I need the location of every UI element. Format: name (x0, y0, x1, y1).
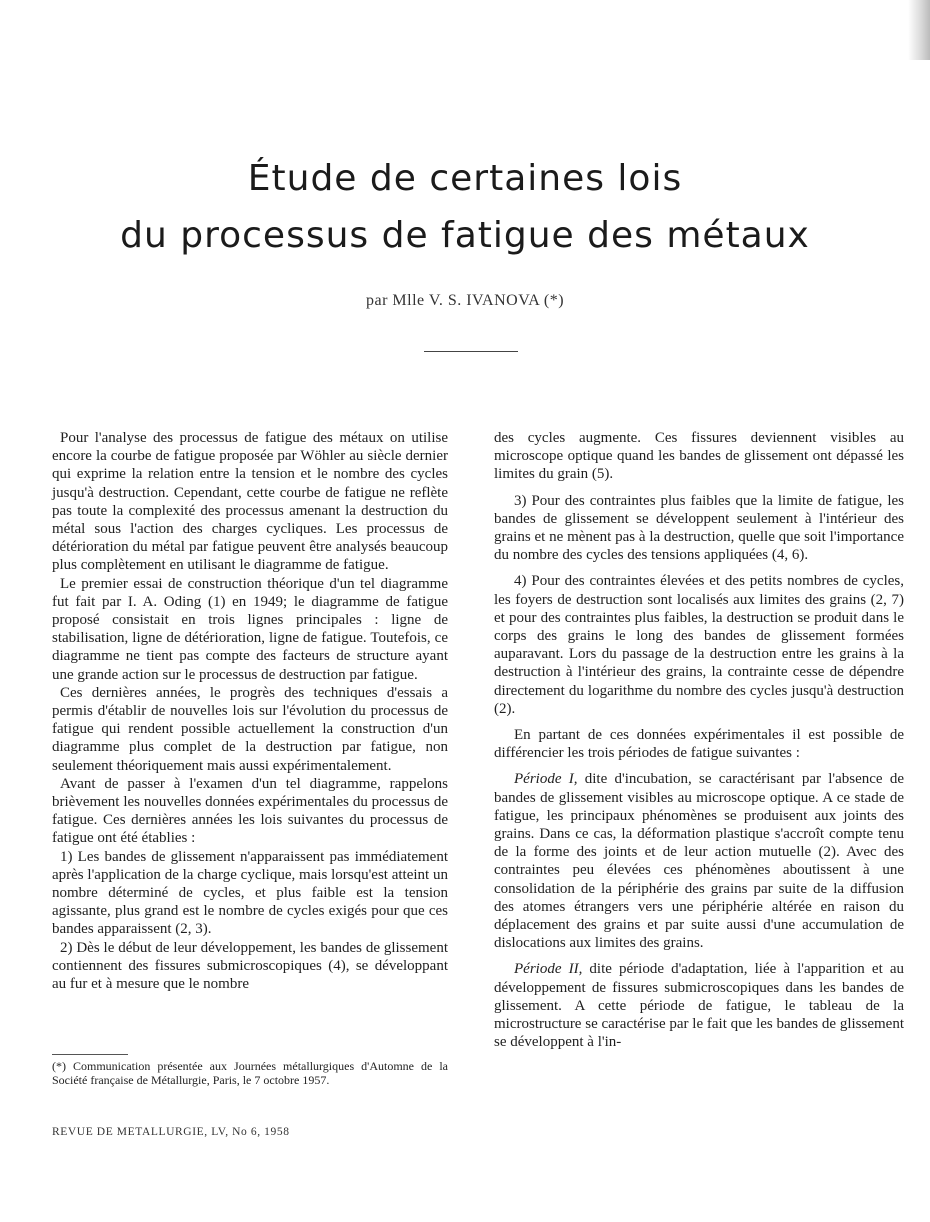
left-column (52, 429, 448, 993)
paragraph: 4) Pour des contraintes élevées et des petits nombres de cycles, les foyers de destruction sont localisés aux limites des grains (2, 7) et pour des contraintes plus faibles, la destruction se produit dans le corps des grains le long des bandes de glissement formées auparavant. Lors du passage de la destruction entre les grains à la destruction à l'intérieur des grains, la contrainte cesse de dépendre directement du logarithme du nombre des cycles jusqu'à destruction (2). (494, 573, 904, 717)
period-1-text: dite d'incubation, se caractérisant par l'absence de bandes de glissement visibles au microscope optique. A ce stade de fatigue, les principaux phénomènes se produisent aux joints des grains. Dans ce cas, la déformation plastique s'accroît compte tenu de la forme des joints et de leur action mutuelle (2). Avec des contraintes peu élevées ces phénomènes aboutissent à une consolidation de la périphérie des grains par suite de la diffusion des atomes étrangers vers une périphérie altérée en raison du déplacement des grains et par suite aussi d'une accumulation de dislocations aux limites des grains. (494, 771, 905, 952)
journal-reference: REVUE DE METALLURGIE, LV, No 6, 1958 (52, 1126, 290, 1138)
paragraph: 3) Pour des contraintes plus faibles que la limite de fatigue, les bandes de glissement se développent seulement à l'intérieur des grains et ne mènent pas à la destruction, quelle que soit l'importance du nombre des cycles des tensions appliquées (4, 6). (494, 492, 904, 564)
paragraph: 1) Les bandes de glissement n'apparaissent pas immédiatement après l'application de la charge cyclique, mais lorsqu'est atteint un nombre déterminé de cycles, et plus faible est la tension agissante, plus grand est le nombre de cycles exigés pour que ces bandes apparaissent (2, 3). (52, 848, 448, 938)
period-1-label: Période I, (514, 771, 578, 788)
article-title (0, 150, 930, 264)
paragraph: Pour l'analyse des processus de fatigue des métaux on utilise encore la courbe de fatigue proposée par Wöhler au siècle dernier qui exprime la relation entre la tension et le nombre des cycles jusqu'à destruction. Cependant, cette courbe de fatigue ne reflète pas toute la complexité des processus amenant la destruction du métal sous l'action des charges cycliques. Les processus de détérioration du métal par fatigue peuvent être analysés beaucoup plus complètement en utilisant le diagramme de fatigue. (52, 430, 448, 574)
paragraph: Ces dernières années, le progrès des techniques d'essais a permis d'établir de nouvelles lois sur l'évolution du processus de fatigue qui rendent possible actuellement la construction d'un diagramme plus complet de la destruction par fatigue, non seulement théoriquement mais aussi expérimentalement. (52, 684, 448, 774)
footnote: (*) Communication présentée aux Journées métallurgiques d'Automne de la Société française de Métallurgie, Paris, le 7 octobre 1957. (52, 1059, 448, 1087)
period-2-paragraph (494, 960, 904, 1051)
scan-page-edge (908, 0, 930, 60)
title-line-1: Étude de certaines lois (247, 158, 683, 199)
title-divider (424, 351, 518, 352)
right-column (494, 429, 904, 1052)
paragraph: Avant de passer à l'examen d'un tel diagramme, rappelons brièvement les nouvelles données expérimentales du processus de fatigue. Ces dernières années les lois suivantes du processus de fatigue ont été établies : (52, 775, 448, 847)
paragraph: 2) Dès le début de leur développement, les bandes de glissement contiennent des fissures submicroscopiques (4), se développant au fur et à mesure que le nombre (52, 939, 448, 993)
author-byline: par Mlle V. S. IVANOVA (*) (365, 292, 565, 309)
title-line-2: du processus de fatigue des métaux (120, 215, 810, 256)
period-2-label: Période II, (514, 961, 583, 978)
period-1-paragraph (494, 770, 904, 952)
period-2-text: dite période d'adaptation, liée à l'apparition et au développement de fissures submicroscopiques dans les bandes de glissement. A cette période de fatigue, le tableau de la microstructure se caractérise par le fait que les bandes de glissement se développent à l'in- (494, 961, 904, 1051)
paragraph: En partant de ces données expérimentales il est possible de différencier les trois périodes de fatigue suivantes : (494, 727, 904, 762)
footnote-divider (52, 1054, 128, 1055)
paragraph: Le premier essai de construction théorique d'un tel diagramme fut fait par I. A. Oding (1) en 1949; le diagramme de fatigue proposé consistait en trois lignes principales : ligne de stabilisation, ligne de détérioration, ligne de fatigue. Toutefois, ce diagramme ne tient pas compte des facteurs de structure ayant une grande action sur le processus de destruction par fatigue. (52, 575, 448, 683)
paragraph: des cycles augmente. Ces fissures deviennent visibles au microscope optique quand les bandes de glissement ont dépassé les limites du grain (5). (494, 430, 904, 483)
